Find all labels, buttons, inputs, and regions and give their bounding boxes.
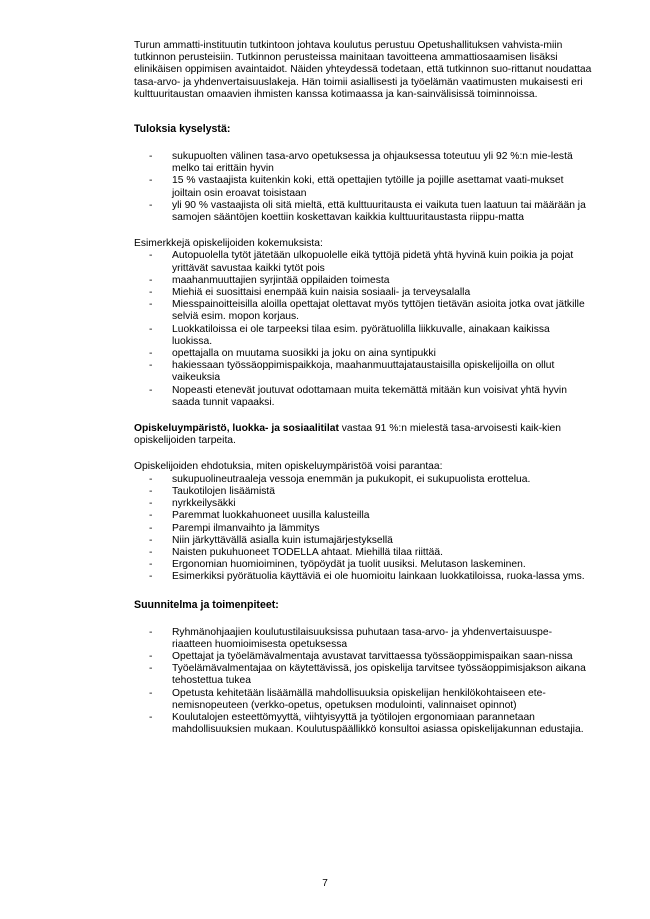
list-item: - Paremmat luokkahuoneet uusilla kalusteilla xyxy=(149,510,370,522)
list-item: - Taukotilojen lisäämistä xyxy=(149,485,276,497)
list-item: - sukupuolten välinen tasa-arvo opetuksessa ja ohjauksessa toteutuu yli 92 %:n mie-lestä melko tai erittäin hyvin xyxy=(149,151,573,175)
list-item: - Esimerkiksi pyörätuolia käyttäviä ei ole huomioitu lainkaan luokkatiloissa, ruoka-lassa yms. xyxy=(149,571,585,583)
list-item: - Ryhmänohjaajien koulutustilaisuuksissa puhutaan tasa-arvo- ja yhdenvertaisuuspe-riaatteen huomioimisesta opetuksessa xyxy=(149,626,553,650)
list-item: - Opetusta kehitetään lisäämällä mahdollisuuksia opiskelijan henkilökohtaiseen ete-nemisnopeuteen (verkko-opetus, opetuksen modulointi, valinnaiset opinnot) xyxy=(149,687,546,711)
list-item: - Autopuolella tytöt jätetään ulkopuolelle eikä tyttöjä pidetä yhtä hyvinä kuin poikia ja pojat yrittävät savustaa kaikki tytöt pois xyxy=(149,250,574,274)
list-item: - Nopeasti etenevät joutuvat odottamaan muita tekemättä mitään kun voisivat yhtä hyvin saada tunnit vapaaksi. xyxy=(149,384,567,408)
suggestions-intro: Opiskelijoiden ehdotuksia, miten opiskeluympäristöä voisi parantaa: xyxy=(134,461,443,473)
list-item: - Koulutalojen esteettömyyttä, viihtyisyyttä ja työtilojen ergonomiaan parannetaan mahdollisuuksien mukaan. Koulutuspäällikkö konsultoi asiassa opiskelijakunnan edustajia. xyxy=(149,711,584,736)
plans-list xyxy=(134,627,592,737)
list-item: - Miehiä ei suosittaisi enempää kuin naisia sosiaali- ja terveysalalla xyxy=(149,287,471,299)
experiences-intro: Esimerkkejä opiskelijoiden kokemuksista: xyxy=(134,238,323,250)
environment-text: vastaa 91 %:n mielestä tasa-arvoisesti kaik-kien opiskelijoiden tarpeita. xyxy=(134,423,561,447)
page-number: 7 xyxy=(322,878,328,889)
results-list xyxy=(134,151,592,224)
list-item: - Ergonomian huomioiminen, työpöydät ja tuolit uusiksi. Melutason laskeminen. xyxy=(149,559,526,571)
page-content xyxy=(134,40,592,736)
list-item: - 15 % vastaajista kuitenkin koki, että opettajien tytöille ja pojille asettamat vaati-mukset joiltain osin eroavat toisistaan xyxy=(149,175,564,199)
list-item: - nyrkkeilysäkki xyxy=(149,498,236,510)
environment-paragraph xyxy=(134,423,592,447)
results-heading: Tuloksia kyselystä: xyxy=(134,123,231,136)
list-item: - Parempi ilmanvaihto ja lämmitys xyxy=(149,522,320,534)
intro-paragraph: Turun ammatti-instituutin tutkintoon johtava koulutus perustuu Opetushallituksen vahvista-miin tutkinnon perusteisiin. Tutkinnon perusteissa mainitaan tavoitteena ammattiosaamisen lisäksi elinikäisen oppimisen avaintaidot. Näiden yhteydessä todetaan, että tutkinnon suo-rittanut noudattaa tasa-arvo- ja yhdenvertaisuuslakeja. Hän toimii asiallisesti ja työelämän vaatimusten mukaisesti eri kulttuuritaustan omaavien ihmisten kanssa kotimaassa ja kan-sainvälisissä toiminnoissa. xyxy=(134,40,592,100)
list-item: - Työelämävalmentajaa on käytettävissä, jos opiskelija tarvitsee työssäoppimisjakson aikana tehostettua tukea xyxy=(149,663,586,687)
list-item: - Opettajat ja työelämävalmentaja avustavat tarvittaessa työssäoppimispaikan saan-nissa xyxy=(149,650,573,662)
list-item: - Luokkatiloissa ei ole tarpeeksi tilaa esim. pyörätuolilla liikkuvalle, ainakaan kaikissa luokissa. xyxy=(149,323,550,347)
suggestions-list xyxy=(134,474,592,584)
list-item: - maahanmuuttajien syrjintää oppilaiden toimesta xyxy=(149,274,390,286)
list-item: - hakiessaan työssäoppimispaikkoja, maahanmuuttajataustaisilla opiskelijoilla on ollut vaikeuksia xyxy=(149,360,555,384)
list-item: - Naisten pukuhuoneet TODELLA ahtaat. Miehillä tilaa riittää. xyxy=(149,546,443,558)
list-item: - yli 90 % vastaajista oli sitä mieltä, että kulttuuritausta ei vaikuta tuen laatuun tai määrään ja samojen sääntöjen koettiin koskettavan kaikkia kulttuuritaustasta riippu-matta xyxy=(149,199,586,224)
environment-bold-text: Opiskeluympäristö, luokka- ja sosiaalitilat xyxy=(134,423,339,435)
plans-heading: Suunnitelma ja toimenpiteet: xyxy=(134,598,279,611)
experiences-list xyxy=(134,250,592,409)
list-item: - sukupuolineutraaleja vessoja enemmän ja pukukopit, ei sukupuolista erottelua. xyxy=(149,473,531,485)
list-item: - opettajalla on muutama suosikki ja joku on aina syntipukki xyxy=(149,348,436,360)
list-item: - Niin järkyttävällä asialla kuin istumajärjestyksellä xyxy=(149,534,393,546)
list-item: - Miesspainoitteisilla aloilla opettajat olettavat myös tyttöjen tietävän asioita jotka ovat jätkille selviä esim. mopon korjaus. xyxy=(149,299,585,323)
